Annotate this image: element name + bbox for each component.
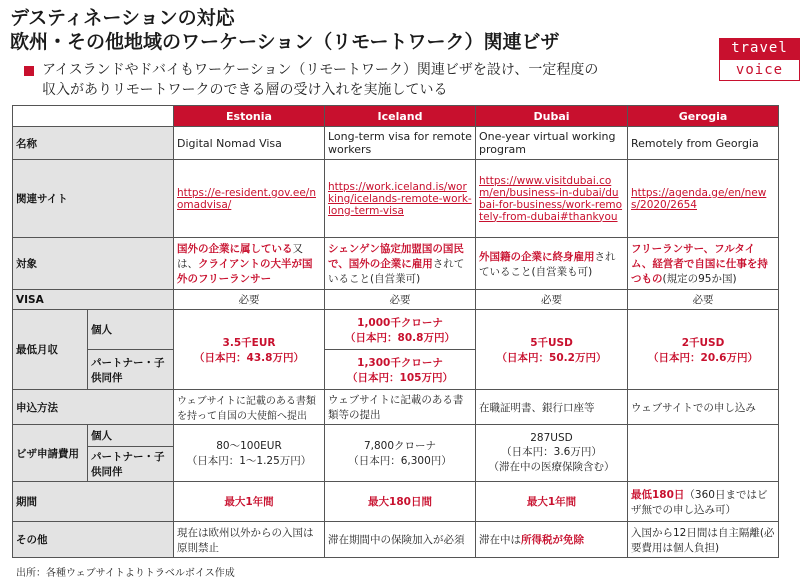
cell-name-estonia: Digital Nomad Visa — [174, 127, 325, 160]
cell-other-dubai — [476, 522, 628, 558]
cell-visa-georgia: 必要 — [628, 290, 779, 310]
fee-dubai-note: （滞在中の医療保険含む） — [488, 461, 615, 473]
target-estonia-part-b: 又は、 — [177, 243, 303, 270]
country-header-iceland: Iceland — [325, 106, 476, 127]
cell-target-iceland — [325, 238, 476, 290]
cell-visa-iceland: 必要 — [325, 290, 476, 310]
cell-name-iceland: Long-term visa for remote workers — [325, 127, 476, 160]
income-estonia-main: 3.5千EUR — [222, 336, 276, 349]
fee-estonia-sub: （日本円：1～1.25万円） — [186, 455, 312, 467]
row-label-period: 期間 — [13, 482, 174, 522]
cell-other-estonia: 現在は欧州以外からの入国は原則禁止 — [174, 522, 325, 558]
page-title-line1: デスティネーションの対応 — [10, 7, 235, 29]
cell-fee-georgia — [628, 425, 779, 482]
row-label-target: 対象 — [13, 238, 174, 290]
cell-fee-dubai — [476, 425, 628, 482]
bullet-square-icon — [24, 66, 34, 76]
target-estonia-part-a: 国外の企業に属している — [177, 243, 293, 255]
header-row — [13, 106, 779, 127]
cell-apply-estonia: ウェブサイトに記載のある書類を持って自国の大使館へ提出 — [174, 390, 325, 425]
cell-fee-iceland — [325, 425, 476, 482]
row-label-fee: ビザ申請費用 — [13, 425, 88, 482]
period-georgia-main: 最低180日 — [631, 488, 685, 501]
income-georgia-main: 2千USD — [681, 336, 725, 349]
income-iceland-individual-sub: （日本円：80.8万円） — [345, 331, 455, 344]
cell-period-georgia — [628, 482, 779, 522]
page-title-line2: 欧州・その他地域のワーケーション（リモートワーク）関連ビザ — [10, 31, 560, 53]
row-label-site: 関連サイト — [13, 160, 174, 238]
cell-visa-dubai: 必要 — [476, 290, 628, 310]
logo-top-text: travel — [719, 38, 800, 59]
row-sublabel-fee-partner: パートナー・子供同伴 — [88, 447, 174, 482]
cell-other-georgia: 入国から12日間は自主隔離(必要費用は個人負担) — [628, 522, 779, 558]
table-row-visa — [13, 290, 779, 310]
cell-income-georgia — [628, 310, 779, 390]
target-dubai-part-b: されていること(自営業も可) — [479, 250, 616, 278]
cell-name-georgia: Remotely from Georgia — [628, 127, 779, 160]
cell-target-georgia — [628, 238, 779, 290]
cell-apply-dubai: 在職証明書、銀行口座等 — [476, 390, 628, 425]
country-header-dubai: Dubai — [476, 106, 628, 127]
row-label-name: 名称 — [13, 127, 174, 160]
row-label-apply: 申込方法 — [13, 390, 174, 425]
income-iceland-individual-main: 1,000千クローナ — [357, 316, 443, 329]
target-georgia-part-b: (規定の95か国) — [662, 273, 737, 285]
table-row-target — [13, 238, 779, 290]
visa-comparison-table — [12, 105, 779, 558]
cell-period-iceland: 最大180日間 — [325, 482, 476, 522]
cell-income-estonia — [174, 310, 325, 390]
row-sublabel-income-individual: 個人 — [88, 310, 174, 350]
cell-target-dubai — [476, 238, 628, 290]
target-iceland-part-b: されていること(自営業可) — [328, 258, 465, 285]
table-row-income-individual — [13, 310, 779, 350]
site-link-iceland[interactable]: https://work.iceland.is/working/icelands-remote-work-long-term-visa — [328, 180, 472, 217]
cell-income-iceland-individual — [325, 310, 476, 350]
row-label-visa: VISA — [13, 290, 174, 310]
income-georgia-sub: （日本円：20.6万円） — [648, 351, 758, 364]
target-georgia-part-a: フリーランサー、フルタイム、経営者で自国に仕事を持つもの — [631, 243, 768, 285]
fee-estonia-main: 80～100EUR — [216, 440, 282, 452]
country-header-georgia: Gerogia — [628, 106, 779, 127]
site-link-dubai[interactable]: https://www.visitdubai.com/en/business-in-dubai/dubai-for-business/work-remotely-from-dubai#thankyou — [479, 174, 623, 223]
header-blank — [13, 106, 174, 127]
cell-fee-estonia — [174, 425, 325, 482]
fee-iceland-sub: （日本円：6,300円） — [348, 455, 452, 467]
cell-name-dubai: One-year virtual working program — [476, 127, 628, 160]
period-georgia-note: （360日まではビザ無での申し込み可） — [631, 488, 768, 516]
cell-period-dubai: 最大1年間 — [476, 482, 628, 522]
other-dubai-part-a: 滞在中は — [479, 534, 521, 546]
table-row-name — [13, 127, 779, 160]
cell-visa-estonia: 必要 — [174, 290, 325, 310]
table-row-other — [13, 522, 779, 558]
income-dubai-main: 5千USD — [530, 336, 573, 349]
country-header-estonia: Estonia — [174, 106, 325, 127]
fee-dubai-sub: （日本円：3.6万円） — [501, 446, 602, 458]
cell-income-iceland-partner — [325, 350, 476, 390]
income-iceland-partner-main: 1,300千クローナ — [357, 356, 443, 369]
title-block — [10, 6, 700, 54]
cell-income-dubai — [476, 310, 628, 390]
row-label-other: その他 — [13, 522, 174, 558]
travelvoice-logo — [719, 38, 800, 82]
cell-apply-georgia: ウェブサイトでの申し込み — [628, 390, 779, 425]
table-row-period — [13, 482, 779, 522]
target-estonia-part-c: クライアントの大半が国外のフリーランサー — [177, 258, 313, 285]
summary-text — [42, 60, 712, 100]
target-iceland-part-a: シェンゲン協定加盟国の国民で、国外の企業に雇用 — [328, 243, 464, 270]
income-dubai-sub: （日本円：50.2万円） — [496, 351, 607, 364]
summary-line1: アイスランドやドバイもワーケーション（リモートワーク）関連ビザを設け、一定程度の — [42, 62, 599, 78]
cell-target-estonia — [174, 238, 325, 290]
target-dubai-part-a: 外国籍の企業に終身雇用 — [479, 250, 595, 263]
row-sublabel-fee-individual: 個人 — [88, 425, 174, 447]
cell-period-estonia: 最大1年間 — [174, 482, 325, 522]
fee-dubai-main: 287USD — [530, 432, 573, 444]
fee-iceland-main: 7,800クローナ — [363, 440, 437, 452]
logo-bottom-text: voice — [719, 59, 800, 81]
income-iceland-partner-sub: （日本円：105万円） — [347, 371, 453, 384]
cell-other-iceland: 滞在期間中の保険加入が必須 — [325, 522, 476, 558]
row-sublabel-income-partner: パートナー・子供同伴 — [88, 350, 174, 390]
table-row-site — [13, 160, 779, 238]
cell-apply-iceland: ウェブサイトに記載のある書類等の提出 — [325, 390, 476, 425]
summary-line2: 収入がありリモートワークのできる層の受け入れを実施している — [42, 82, 448, 98]
table-row-fee-individual — [13, 425, 779, 447]
site-link-estonia[interactable]: https://e-resident.gov.ee/nomadvisa/ — [177, 186, 316, 211]
site-link-georgia[interactable]: https://agenda.ge/en/news/2020/2654 — [631, 186, 767, 211]
income-estonia-sub: （日本円：43.8万円） — [194, 351, 304, 364]
table-row-apply — [13, 390, 779, 425]
row-label-min-income: 最低月収 — [13, 310, 88, 390]
other-dubai-part-b: 所得税が免除 — [521, 534, 584, 546]
source-note: 出所：各種ウェブサイトよりトラベルボイス作成 — [16, 568, 235, 579]
